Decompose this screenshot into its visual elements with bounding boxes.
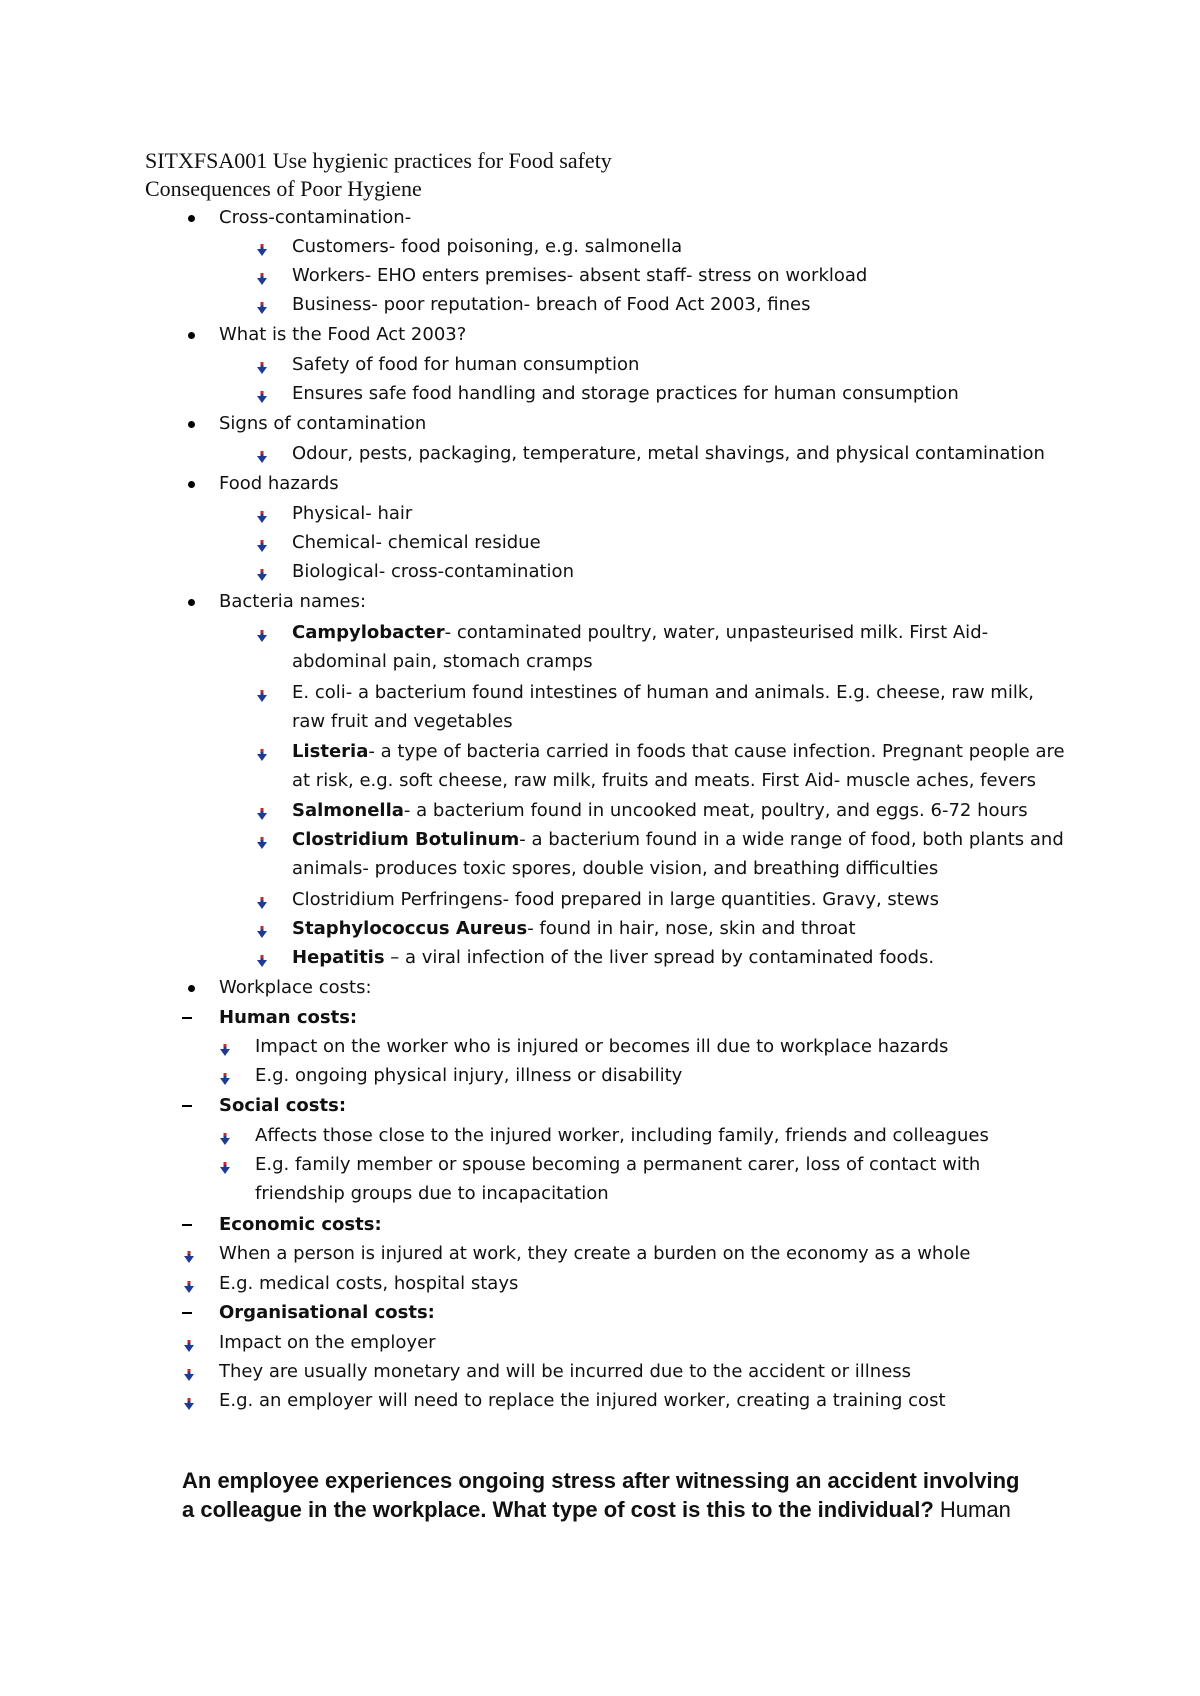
list-item: Safety of food for human consumption bbox=[292, 354, 640, 375]
bacteria-name: Hepatitis bbox=[292, 947, 385, 968]
list-item: E.g. family member or spouse becoming a permanent carer, loss of contact with bbox=[255, 1154, 981, 1175]
arrow-bullet-icon bbox=[255, 243, 269, 257]
list-item-continuation: animals- produces toxic spores, double vision, and breathing difficulties bbox=[292, 858, 939, 879]
bullet-dot-icon bbox=[188, 481, 195, 488]
signs-heading: Signs of contamination bbox=[219, 413, 427, 434]
list-item bbox=[292, 918, 856, 940]
bacteria-name: Staphylococcus Aureus bbox=[292, 918, 528, 939]
arrow-bullet-icon bbox=[182, 1339, 196, 1353]
workplace-costs-heading: Workplace costs: bbox=[219, 977, 372, 998]
organisational-costs-heading: Organisational costs: bbox=[219, 1302, 435, 1323]
arrow-bullet-icon bbox=[255, 272, 269, 286]
arrow-bullet-icon bbox=[255, 689, 269, 703]
list-item: Impact on the employer bbox=[219, 1332, 436, 1353]
bacteria-description: - contaminated poultry, water, unpasteurised milk. First Aid- bbox=[444, 622, 989, 643]
list-item bbox=[292, 829, 1064, 851]
document-subtitle: Consequences of Poor Hygiene bbox=[145, 176, 422, 201]
list-item: Physical- hair bbox=[292, 503, 413, 524]
list-item-continuation: friendship groups due to incapacitation bbox=[255, 1183, 609, 1204]
arrow-bullet-icon bbox=[218, 1072, 232, 1086]
arrow-bullet-icon bbox=[182, 1368, 196, 1382]
list-item-continuation: at risk, e.g. soft cheese, raw milk, fruits and meats. First Aid- muscle aches, fevers bbox=[292, 770, 1037, 791]
list-item: E.g. medical costs, hospital stays bbox=[219, 1273, 519, 1294]
bullet-dot-icon bbox=[188, 332, 195, 339]
bullet-dot-icon bbox=[188, 421, 195, 428]
bacteria-description: - a type of bacteria carried in foods that cause infection. Pregnant people are bbox=[368, 741, 1065, 762]
arrow-bullet-icon bbox=[255, 896, 269, 910]
social-costs-heading: Social costs: bbox=[219, 1095, 347, 1116]
bacteria-description: – a viral infection of the liver spread by contaminated foods. bbox=[384, 947, 935, 968]
arrow-bullet-icon bbox=[255, 629, 269, 643]
arrow-bullet-icon bbox=[255, 807, 269, 821]
bacteria-description: - found in hair, nose, skin and throat bbox=[527, 918, 856, 939]
bullet-dot-icon bbox=[188, 985, 195, 992]
bacteria-name: Salmonella bbox=[292, 800, 404, 821]
arrow-bullet-icon bbox=[255, 510, 269, 524]
list-item: When a person is injured at work, they create a burden on the economy as a whole bbox=[219, 1243, 971, 1264]
bullet-dot-icon bbox=[188, 215, 195, 222]
list-item: E.g. ongoing physical injury, illness or disability bbox=[255, 1065, 683, 1086]
arrow-bullet-icon bbox=[255, 361, 269, 375]
bullet-dot-icon bbox=[188, 599, 195, 606]
bacteria-name: Clostridium Botulinum bbox=[292, 829, 520, 850]
list-item-continuation: raw fruit and vegetables bbox=[292, 711, 513, 732]
list-item: Odour, pests, packaging, temperature, metal shavings, and physical contamination bbox=[292, 443, 1045, 464]
arrow-bullet-icon bbox=[255, 450, 269, 464]
human-costs-heading: Human costs: bbox=[219, 1007, 358, 1028]
list-item-continuation: abdominal pain, stomach cramps bbox=[292, 651, 593, 672]
arrow-bullet-icon bbox=[255, 748, 269, 762]
question-line: An employee experiences ongoing stress after witnessing an accident involving bbox=[182, 1468, 1020, 1493]
list-item: Workers- EHO enters premises- absent staff- stress on workload bbox=[292, 265, 868, 286]
question-answer: Human bbox=[933, 1497, 1011, 1522]
list-item: Ensures safe food handling and storage practices for human consumption bbox=[292, 383, 959, 404]
list-item: Customers- food poisoning, e.g. salmonella bbox=[292, 236, 683, 257]
arrow-bullet-icon bbox=[218, 1043, 232, 1057]
question-text: a colleague in the workplace. What type of cost is this to the individual? bbox=[182, 1497, 934, 1522]
list-item: E. coli- a bacterium found intestines of human and animals. E.g. cheese, raw milk, bbox=[292, 682, 1034, 703]
list-item: Clostridium Perfringens- food prepared in large quantities. Gravy, stews bbox=[292, 889, 940, 910]
arrow-bullet-icon bbox=[255, 390, 269, 404]
arrow-bullet-icon bbox=[255, 539, 269, 553]
list-item: Affects those close to the injured worker, including family, friends and colleagues bbox=[255, 1125, 989, 1146]
economic-costs-heading: Economic costs: bbox=[219, 1214, 382, 1235]
list-item: E.g. an employer will need to replace the injured worker, creating a training cost bbox=[219, 1390, 946, 1411]
bacteria-name: Listeria bbox=[292, 741, 369, 762]
arrow-bullet-icon bbox=[255, 925, 269, 939]
list-item bbox=[292, 741, 1065, 763]
list-item: Impact on the worker who is injured or becomes ill due to workplace hazards bbox=[255, 1036, 949, 1057]
list-item bbox=[292, 800, 1028, 822]
list-item: They are usually monetary and will be incurred due to the accident or illness bbox=[219, 1361, 912, 1382]
list-item bbox=[292, 947, 934, 969]
arrow-bullet-icon bbox=[182, 1397, 196, 1411]
list-item bbox=[292, 622, 988, 644]
bacteria-heading: Bacteria names: bbox=[219, 591, 367, 612]
question-line bbox=[182, 1496, 1011, 1524]
list-item: Chemical- chemical residue bbox=[292, 532, 541, 553]
food-hazards-heading: Food hazards bbox=[219, 473, 339, 494]
arrow-bullet-icon bbox=[182, 1280, 196, 1294]
arrow-bullet-icon bbox=[218, 1161, 232, 1175]
dash-bullet-icon bbox=[182, 1017, 192, 1019]
cross-contamination-heading: Cross-contamination- bbox=[219, 207, 412, 228]
list-item: Business- poor reputation- breach of Food Act 2003, fines bbox=[292, 294, 811, 315]
arrow-bullet-icon bbox=[255, 301, 269, 315]
arrow-bullet-icon bbox=[182, 1250, 196, 1264]
document-title: SITXFSA001 Use hygienic practices for Food safety bbox=[145, 148, 612, 173]
arrow-bullet-icon bbox=[255, 568, 269, 582]
list-item: Biological- cross-contamination bbox=[292, 561, 574, 582]
dash-bullet-icon bbox=[182, 1312, 192, 1314]
dash-bullet-icon bbox=[182, 1224, 192, 1226]
bacteria-description: - a bacterium found in a wide range of food, both plants and bbox=[519, 829, 1064, 850]
arrow-bullet-icon bbox=[255, 836, 269, 850]
dash-bullet-icon bbox=[182, 1105, 192, 1107]
bacteria-name: Campylobacter bbox=[292, 622, 445, 643]
arrow-bullet-icon bbox=[218, 1132, 232, 1146]
food-act-heading: What is the Food Act 2003? bbox=[219, 324, 467, 345]
arrow-bullet-icon bbox=[255, 954, 269, 968]
bacteria-description: - a bacterium found in uncooked meat, poultry, and eggs. 6-72 hours bbox=[403, 800, 1028, 821]
